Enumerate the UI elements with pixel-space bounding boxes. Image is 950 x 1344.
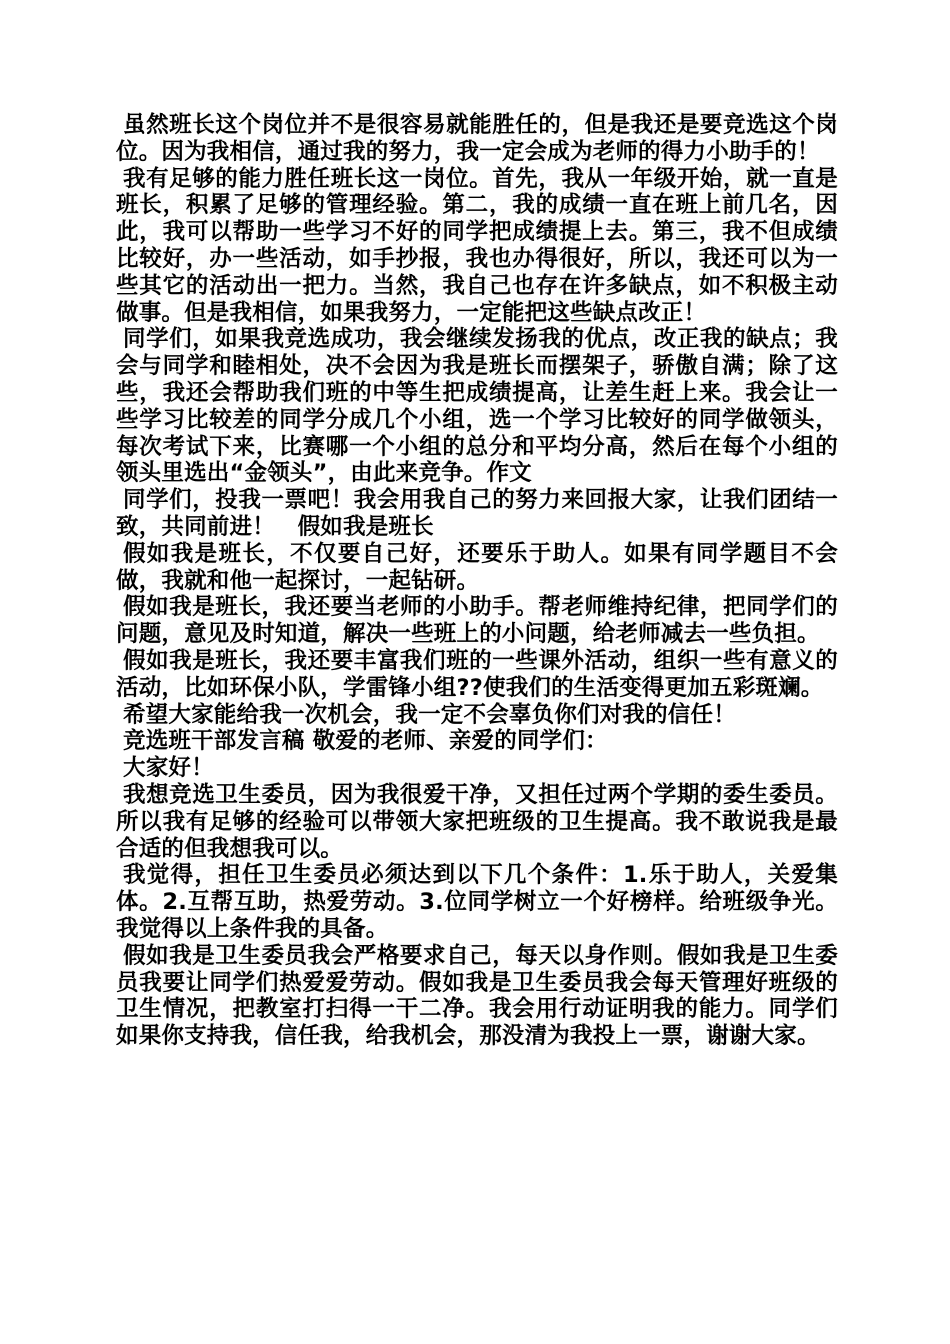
- paragraph-4: 同学们，投我一票吧！我会用我自己的努力来回报大家，让我们团结一致，共同前进！ 假如我是班长: [116, 487, 838, 540]
- paragraph-10: 大家好！: [123, 755, 214, 782]
- paragraph-1: 虽然班长这个岗位并不是很容易就能胜任的，但是我还是要竞选这个岗位。因为我相信，通过我的努力，我一定会成为老师的得力小助手的！: [116, 112, 838, 165]
- paragraph-13: 假如我是卫生委员我会严格要求自己，每天以身作则。假如我是卫生委员我要让同学们热爱爱劳动。假如我是卫生委员我会每天管理好班级的卫生情况，把教室打扫得一干二净。我会用行动证明我的能力。同学们如果你支持我，信任我，给我机会，那没清为我投上一票，谢谢大家。: [116, 942, 838, 1050]
- paragraph-7: 假如我是班长，我还要丰富我们班的一些课外活动，组织一些有意义的活动，比如环保小队，学雷锋小组??使我们的生活变得更加五彩斑斓。: [116, 647, 838, 701]
- paragraph-2: 我有足够的能力胜任班长这一岗位。首先，我从一年级开始，就一直是班长，积累了足够的管理经验。第二，我的成绩一直在班上前几名，因此，我可以帮助一些学习不好的同学把成绩提上去。第三，我不但成绩比较好，办一些活动，如手抄报，我也办得很好，所以，我还可以为一些其它的活动出一把力。当然，我自己也存在许多缺点，如不积极主动做事。但是我相信，如果我努力，一定能把这些缺点改正！: [116, 165, 838, 326]
- paragraph-8: 希望大家能给我一次机会，我一定不会辜负你们对我的信任！: [123, 701, 736, 728]
- paragraph-3: 同学们，如果我竞选成功，我会继续发扬我的优点，改正我的缺点；我会与同学和睦相处，决不会因为我是班长而摆架子，骄傲自满；除了这些，我还会帮助我们班的中等生把成绩提高，让差生赶上来。我会让一些学习比较差的同学分成几个小组，选一个学习比较好的同学做领头，每次考试下来，比赛哪一个小组的总分和平均分高，然后在每个小组的领头里选出“金领头”，由此来竞争。作文: [116, 326, 838, 487]
- paragraph-11: 我想竞选卫生委员，因为我很爱干净，又担任过两个学期的委生委员。所以我有足够的经验可以带领大家把班级的卫生提高。我不敢说我是最合适的但我想我可以。: [116, 781, 838, 862]
- document-body: [116, 112, 838, 1050]
- paragraph-9: 竞选班干部发言稿 敬爱的老师、亲爱的同学们：: [123, 728, 608, 755]
- paragraph-5: 假如我是班长，不仅要自己好，还要乐于助人。如果有同学题目不会做，我就和他一起探讨，一起钻研。: [116, 540, 838, 594]
- paragraph-12: 我觉得，担任卫生委员必须达到以下几个条件：1.乐于助人，关爱集体。2.互帮互助，热爱劳动。3.位同学树立一个好榜样。给班级争光。我觉得以上条件我的具备。: [116, 862, 838, 942]
- paragraph-6: 假如我是班长，我还要当老师的小助手。帮老师维持纪律，把同学们的问题，意见及时知道，解决一些班上的小问题，给老师减去一些负担。: [116, 594, 838, 648]
